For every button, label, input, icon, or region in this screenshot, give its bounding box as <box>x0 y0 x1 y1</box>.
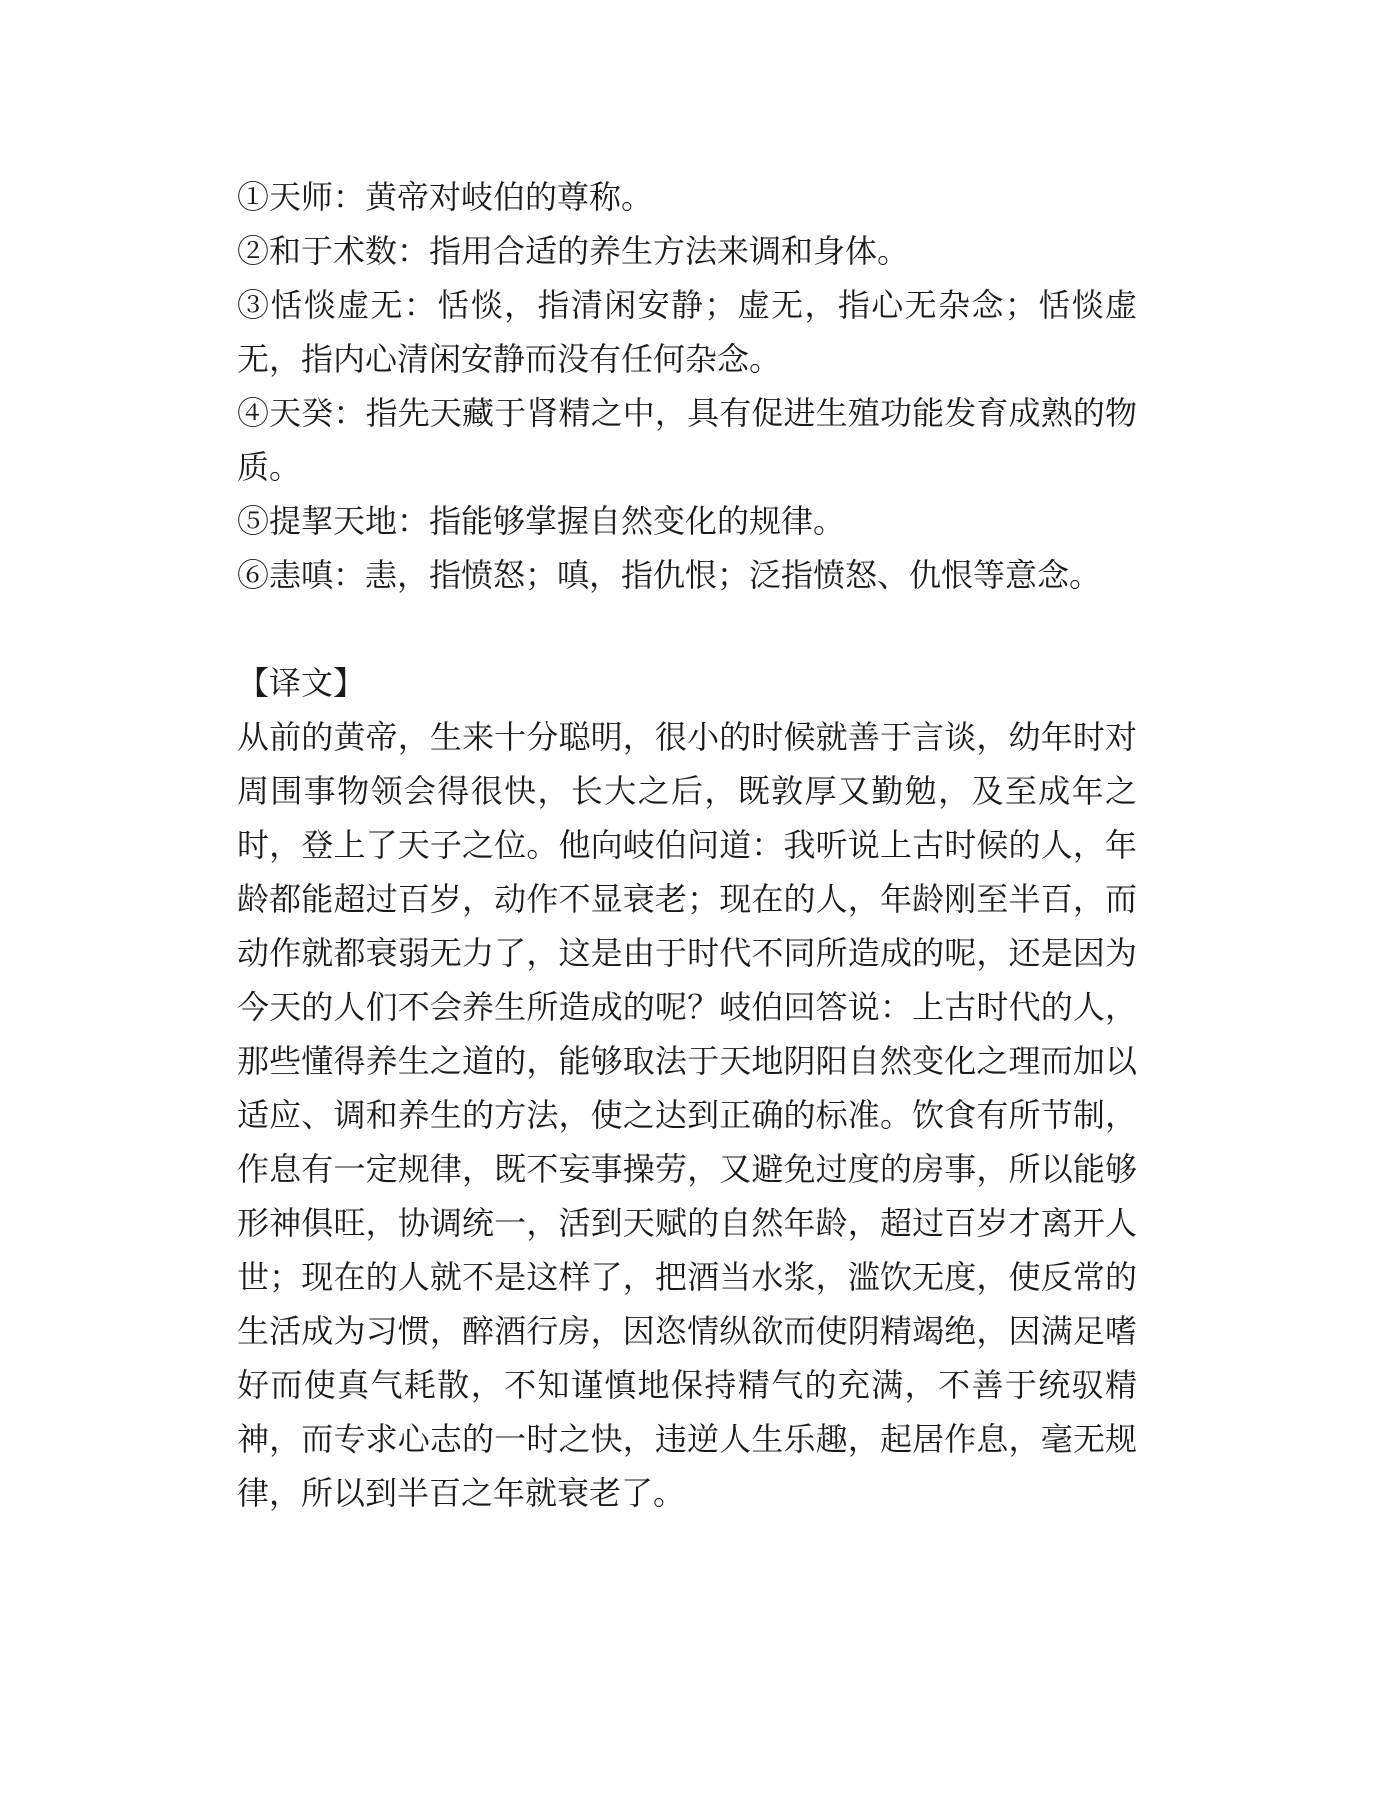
translation-section <box>237 656 1137 1520</box>
page-content <box>237 170 1137 1520</box>
note-item: ①天师：黄帝对岐伯的尊称。 <box>237 178 654 216</box>
annotation-notes <box>237 170 1137 602</box>
note-item: ⑤提挈天地：指能够掌握自然变化的规律。 <box>237 502 846 540</box>
translation-heading: 【译文】 <box>237 664 366 702</box>
translation-body: 从前的黄帝，生来十分聪明，很小的时候就善于言谈，幼年时对周围事物领会得很快，长大之后，既敦厚又勤勉，及至成年之时，登上了天子之位。他向岐伯问道：我听说上古时候的人，年龄都能超过百岁，动作不显衰老；现在的人，年龄刚至半百，而动作就都衰弱无力了，这是由于时代不同所造成的呢，还是因为今天的人们不会养生所造成的呢？岐伯回答说：上古时代的人，那些懂得养生之道的，能够取法于天地阴阳自然变化之理而加以适应、调和养生的方法，使之达到正确的标准。饮食有所节制，作息有一定规律，既不妄事操劳，又避免过度的房事，所以能够形神俱旺，协调统一，活到天赋的自然年龄，超过百岁才离开人世；现在的人就不是这样了，把酒当水浆，滥饮无度，使反常的生活成为习惯，醉酒行房，因恣情纵欲而使阴精竭绝，因满足嗜好而使真气耗散，不知谨慎地保持精气的充满，不善于统驭精神，而专求心志的一时之快，违逆人生乐趣，起居作息，毫无规律，所以到半百之年就衰老了。 <box>237 718 1137 1512</box>
note-item: ②和于术数：指用合适的养生方法来调和身体。 <box>237 232 910 270</box>
note-item: ⑥恚嗔：恚，指愤怒；嗔，指仇恨；泛指愤怒、仇恨等意念。 <box>237 556 1102 594</box>
note-item: ③恬惔虚无：恬惔，指清闲安静；虚无，指心无杂念；恬惔虚无，指内心清闲安静而没有任何杂念。 <box>237 286 1137 378</box>
note-item: ④天癸：指先天藏于肾精之中，具有促进生殖功能发育成熟的物质。 <box>237 394 1137 486</box>
